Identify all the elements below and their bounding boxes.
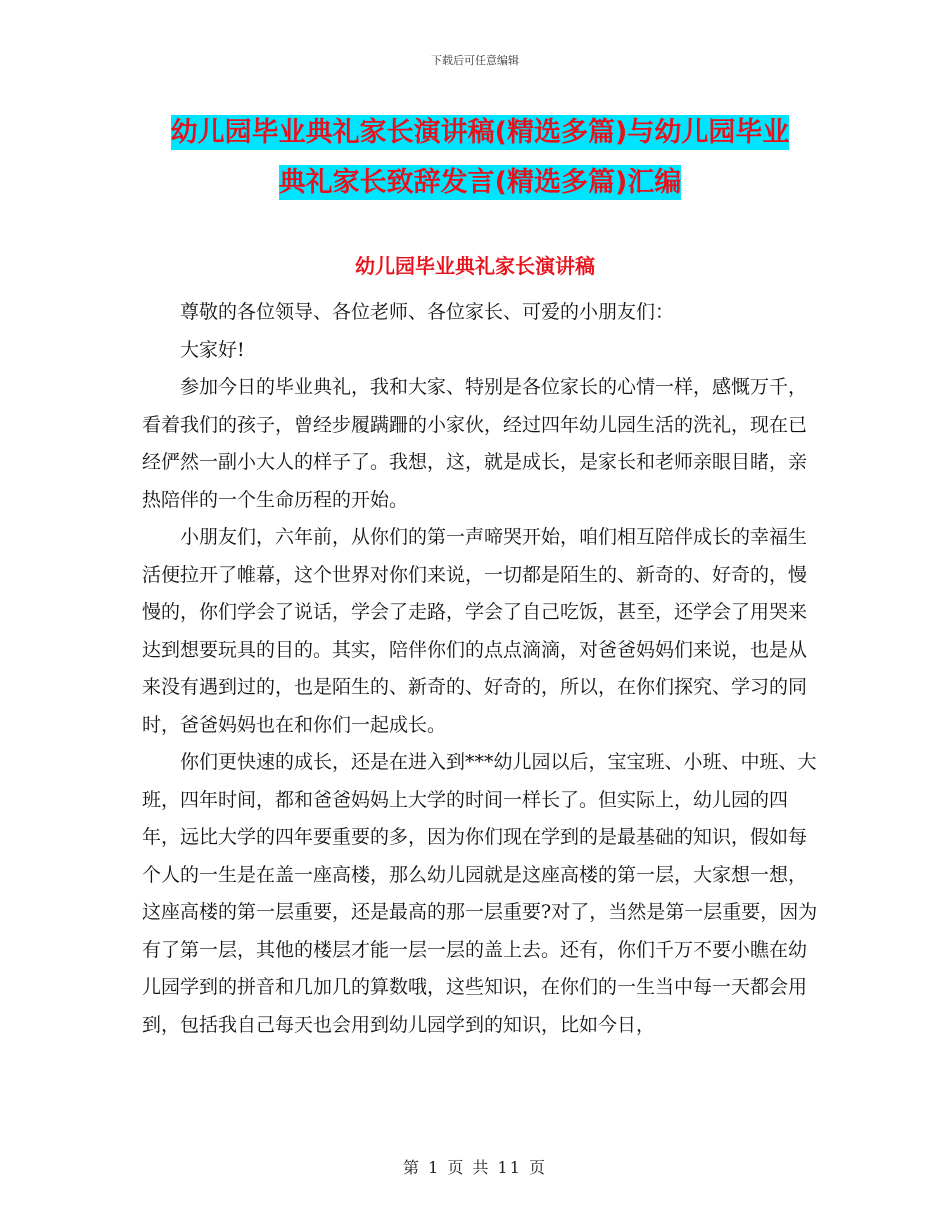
section-title: 幼儿园毕业典礼家长演讲稿	[355, 254, 595, 278]
paragraph: 小朋友们，六年前，从你们的第一声啼哭开始，咱们相互陪伴成长的幸福生活便拉开了帷幕，这个世界对你们来说，一切都是陌生的、新奇的、好奇的，慢慢的，你们学会了说话，学会了走路，学会了自己吃饭，甚至，还学会了用哭来达到想要玩具的目的。其实，陪伴你们的点点滴滴，对爸爸妈妈们来说，也是从来没有遇到过的，也是陌生的、新奇的、好奇的，所以，在你们探究、学习的同时，爸爸妈妈也在和你们一起成长。	[142, 526, 808, 736]
document-title-line-1: 幼儿园毕业典礼家长演讲稿(精选多篇)与幼儿园毕业	[170, 117, 790, 148]
paragraph: 你们更快速的成长，还是在进入到***幼儿园以后，宝宝班、小班、中班、大班，四年时间，都和爸爸妈妈上大学的时间一样长了。但实际上，幼儿园的四年，远比大学的四年要重要的多，因为你们现在学到的是最基础的知识，假如每个人的一生是在盖一座高楼，那么幼儿园就是这座高楼的第一层，大家想一想，这座高楼的第一层重要，还是最高的那一层重要?对了，当然是第一层重要，因为有了第一层，其他的楼层才能一层一层的盖上去。还有，你们千万不要小瞧在幼儿园学到的拼音和几加几的算数哦，这些知识，在你们的一生当中每一天都会用到，包括我自己每天也会用到幼儿园学到的知识，比如今日，	[142, 751, 818, 1036]
header-note: 下载后可任意编辑	[431, 54, 519, 67]
page-footer: 第 1 页 共 11 页	[403, 1158, 547, 1177]
document-title-line-2: 典礼家长致辞发言(精选多篇)汇编	[278, 167, 682, 198]
body-text	[142, 294, 822, 1044]
salutation: 尊敬的各位领导、各位老师、各位家长、可爱的小朋友们：	[180, 301, 675, 323]
document-title	[140, 108, 820, 208]
paragraph: 参加今日的毕业典礼，我和大家、特别是各位家长的心情一样，感慨万千，看着我们的孩子，曾经步履蹒跚的小家伙，经过四年幼儿园生活的洗礼，现在已经俨然一副小大人的样子了。我想，这，就是成长，是家长和老师亲眼目睹，亲热陪伴的一个生命历程的开始。	[142, 376, 808, 511]
greeting: 大家好!	[180, 338, 245, 361]
